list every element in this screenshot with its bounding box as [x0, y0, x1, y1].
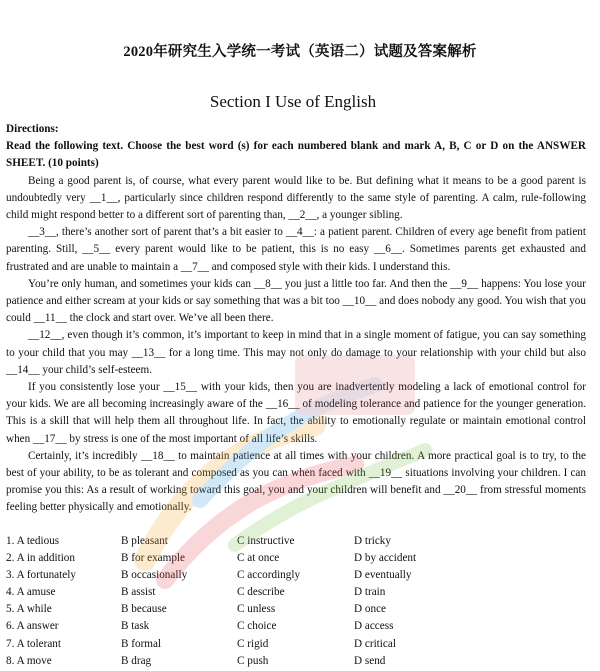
option-c: C instructive — [237, 535, 295, 547]
option-row — [6, 533, 586, 550]
option-b: B formal — [121, 637, 162, 650]
option-c: C at once — [237, 552, 280, 565]
option-a: 3. A fortunately — [6, 569, 76, 582]
option-d: D tricky — [354, 535, 391, 547]
option-a: 5. A while — [6, 603, 52, 616]
option-a: 1. A tedious — [6, 535, 60, 547]
option-a: 4. A amuse — [6, 586, 56, 599]
option-a: 7. A tolerant — [6, 637, 61, 650]
document-title: 2020年研究生入学统一考试（英语二）试题及答案解析 — [123, 44, 477, 60]
passage-body — [6, 121, 586, 517]
option-d: D by accident — [354, 552, 417, 565]
option-c: C choice — [237, 620, 277, 633]
option-b: B drag — [121, 654, 152, 667]
option-row — [6, 567, 586, 584]
option-row — [6, 584, 586, 601]
option-d: D send — [354, 654, 386, 667]
option-b: B assist — [121, 586, 156, 599]
option-c: C rigid — [237, 637, 269, 650]
passage-paragraph-2: __3__, there’s another sort of parent that’s a bit easier to __4__: a patient parent. Children of every age benefit from patient parenting. Still, __5__ every parent would like to be patient, this is no easy __6__. Sometimes parents get exhausted and frustrated and are unable to maintain a __7__ and composed style with their kids. I understand this. — [6, 226, 586, 273]
option-row — [6, 618, 586, 635]
option-a: 8. A move — [6, 654, 52, 667]
option-a: 6. A answer — [6, 620, 59, 633]
passage-paragraph-1: Being a good parent is, of course, what every parent would like to be. But defining what it means to be a good parent is undoubtedly very __1__, particularly since children respond differently to the same style of parenting. A calm, rule-following child might respond better to a different sort of parenting than, __2__, a younger sibling. — [6, 174, 586, 222]
option-row — [6, 550, 586, 567]
passage-paragraph-5: If you consistently lose your __15__ with your kids, then you are inadvertently modeling a lack of emotional control for your kids. We are all becoming increasingly aware of the __16__ of modeling tolerance and patience for the younger generation. This is a skill that will help them all throughout life. In fact, the ability to emotionally regulate or maintain emotional control when __17__ by stress is one of the most important of all life’s skills. — [6, 381, 586, 445]
option-d: D once — [354, 603, 386, 616]
directions-label: Directions: — [6, 123, 59, 135]
option-row — [6, 653, 586, 670]
answer-options — [6, 533, 586, 670]
option-b: B because — [121, 603, 167, 616]
option-row — [6, 636, 586, 653]
option-a: 2. A in addition — [6, 552, 75, 565]
option-c: C describe — [237, 586, 285, 599]
option-c: C accordingly — [237, 569, 301, 582]
passage-paragraph-6: Certainly, it’s incredibly __18__ to maintain patience at all times with your children. A more practical goal is to try, to the best of your ability, to be as tolerant and composed as you can when faced with __19__ situations involving your children. I can promise you this: As a result of working toward this goal, you and your children will benefit and __20__ from stressful moments feeling better physically and emotionally. — [6, 449, 586, 514]
passage-paragraph-4: __12__, even though it’s common, it’s important to keep in mind that in a single moment of fatigue, you can say something to your child that you may __13__ for a long time. This may not only do damage to your relationship with your child but also __14__ your child’s self-esteem. — [6, 329, 586, 376]
option-c: C push — [237, 654, 269, 667]
directions-instruction: Read the following text. Choose the best word (s) for each numbered blank and mark A, B, C or D on the ANSWER SHEET. (10 points) — [6, 140, 586, 170]
passage-paragraph-3: You’re only human, and sometimes your kids can __8__ you just a little too far. And then the __9__ happens: You lose your patience and either scream at your kids or say something that was a bit too __10__ and does nobody any good. You wish that you could __11__ the clock and start over. We’ve all been there. — [6, 277, 586, 325]
option-d: D access — [354, 620, 394, 633]
option-b: B task — [121, 620, 150, 633]
option-d: D train — [354, 586, 386, 599]
option-d: D critical — [354, 637, 396, 650]
option-b: B for example — [121, 552, 185, 565]
section-title: Section I Use of English — [209, 92, 377, 111]
option-c: C unless — [237, 603, 276, 616]
option-b: B occasionally — [121, 569, 188, 582]
option-b: B pleasant — [121, 535, 168, 547]
option-row — [6, 601, 586, 618]
option-d: D eventually — [354, 569, 412, 582]
